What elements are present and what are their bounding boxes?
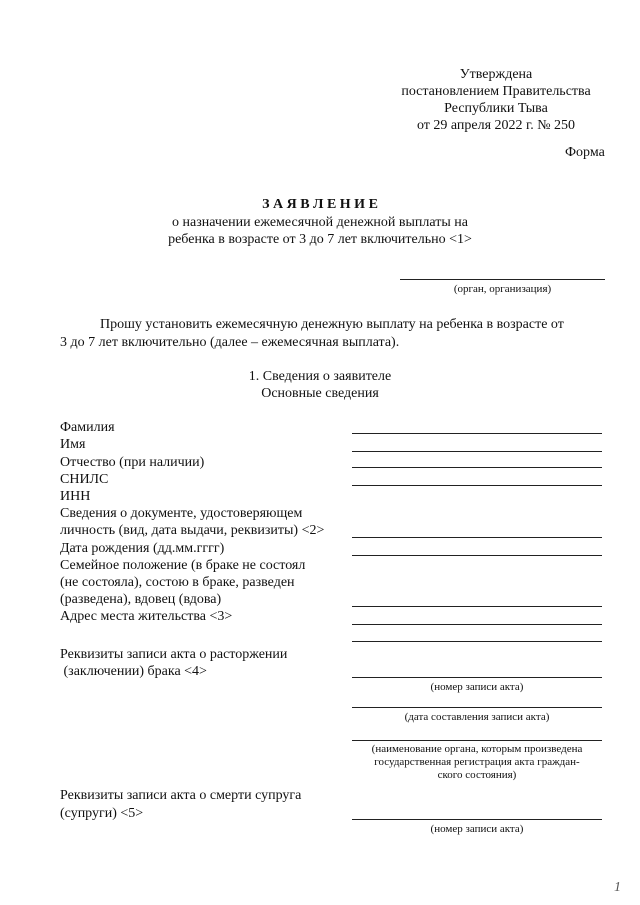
field-doc-line[interactable] [352, 537, 602, 538]
death-number-line[interactable] [352, 819, 602, 820]
approval-line-3: Республики Тыва [444, 101, 548, 116]
field-birth-line[interactable] [352, 555, 602, 556]
field-inn-label: ИНН [60, 489, 91, 504]
field-marital-label-2: (не состояла), состою в браке, разведен [60, 575, 295, 590]
organ-input-line[interactable] [400, 279, 605, 280]
approval-block [380, 66, 612, 134]
field-patronymic-line[interactable] [352, 467, 602, 468]
form-label: Форма [565, 145, 605, 160]
field-doc-label-1: Сведения о документе, удостоверяющем [60, 506, 303, 521]
field-name-line[interactable] [352, 451, 602, 452]
document-title: З А Я В Л Е Н И Е [262, 197, 378, 212]
page-mark: 1 [614, 880, 621, 895]
divorce-organ-line[interactable] [352, 740, 602, 741]
divorce-number-caption: (номер записи акта) [430, 681, 524, 693]
field-address-line-2[interactable] [352, 641, 602, 642]
approval-line-4: от 29 апреля 2022 г. № 250 [416, 118, 576, 133]
field-surname-label: Фамилия [60, 420, 115, 435]
field-name-label: Имя [60, 437, 86, 452]
field-doc-label-2: личность (вид, дата выдачи, реквизиты) <2> [60, 523, 325, 538]
field-snils-label: СНИЛС [60, 472, 109, 487]
divorce-label-2: (заключении) брака <4> [60, 664, 207, 679]
divorce-organ-caption-3: ского состояния) [437, 769, 517, 781]
divorce-label-1: Реквизиты записи акта о расторжении [60, 647, 288, 662]
section-subtitle: Основные сведения [261, 386, 379, 401]
death-number-caption: (номер записи акта) [430, 823, 524, 835]
field-birth-label: Дата рождения (дд.мм.гггг) [60, 541, 225, 556]
organ-caption: (орган, организация) [453, 283, 552, 295]
field-address-label: Адрес места жительства <3> [60, 609, 233, 624]
divorce-organ-caption-2: государственная регистрация акта граждан- [374, 756, 580, 768]
divorce-date-line[interactable] [352, 707, 602, 708]
field-patronymic-label: Отчество (при наличии) [60, 455, 205, 470]
divorce-organ-caption [345, 743, 609, 782]
title-subtitle-1: о назначении ежемесячной денежной выплаты на [172, 215, 468, 230]
divorce-organ-caption-1: (наименование органа, которым произведена [371, 743, 583, 755]
divorce-date-caption: (дата составления записи акта) [404, 711, 550, 723]
field-surname-line[interactable] [352, 433, 602, 434]
death-label-1: Реквизиты записи акта о смерти супруга [60, 788, 302, 803]
field-marital-line[interactable] [352, 606, 602, 607]
divorce-number-line[interactable] [352, 677, 602, 678]
title-subtitle-2: ребенка в возрасте от 3 до 7 лет включительно <1> [168, 232, 472, 247]
approval-line-1: Утверждена [459, 67, 533, 82]
request-line-2: 3 до 7 лет включительно (далее – ежемесячная выплата). [60, 335, 400, 350]
death-label-2: (супруги) <5> [60, 806, 144, 821]
section-title: 1. Сведения о заявителе [248, 369, 392, 384]
field-marital-label-3: (разведена), вдовец (вдова) [60, 592, 222, 607]
field-snils-line[interactable] [352, 485, 602, 486]
field-marital-label-1: Семейное положение (в браке не состоял [60, 558, 306, 573]
approval-line-2: постановлением Правительства [401, 84, 591, 99]
field-address-line-1[interactable] [352, 624, 602, 625]
request-line-1: Прошу установить ежемесячную денежную выплату на ребенка в возрасте от [100, 317, 564, 332]
